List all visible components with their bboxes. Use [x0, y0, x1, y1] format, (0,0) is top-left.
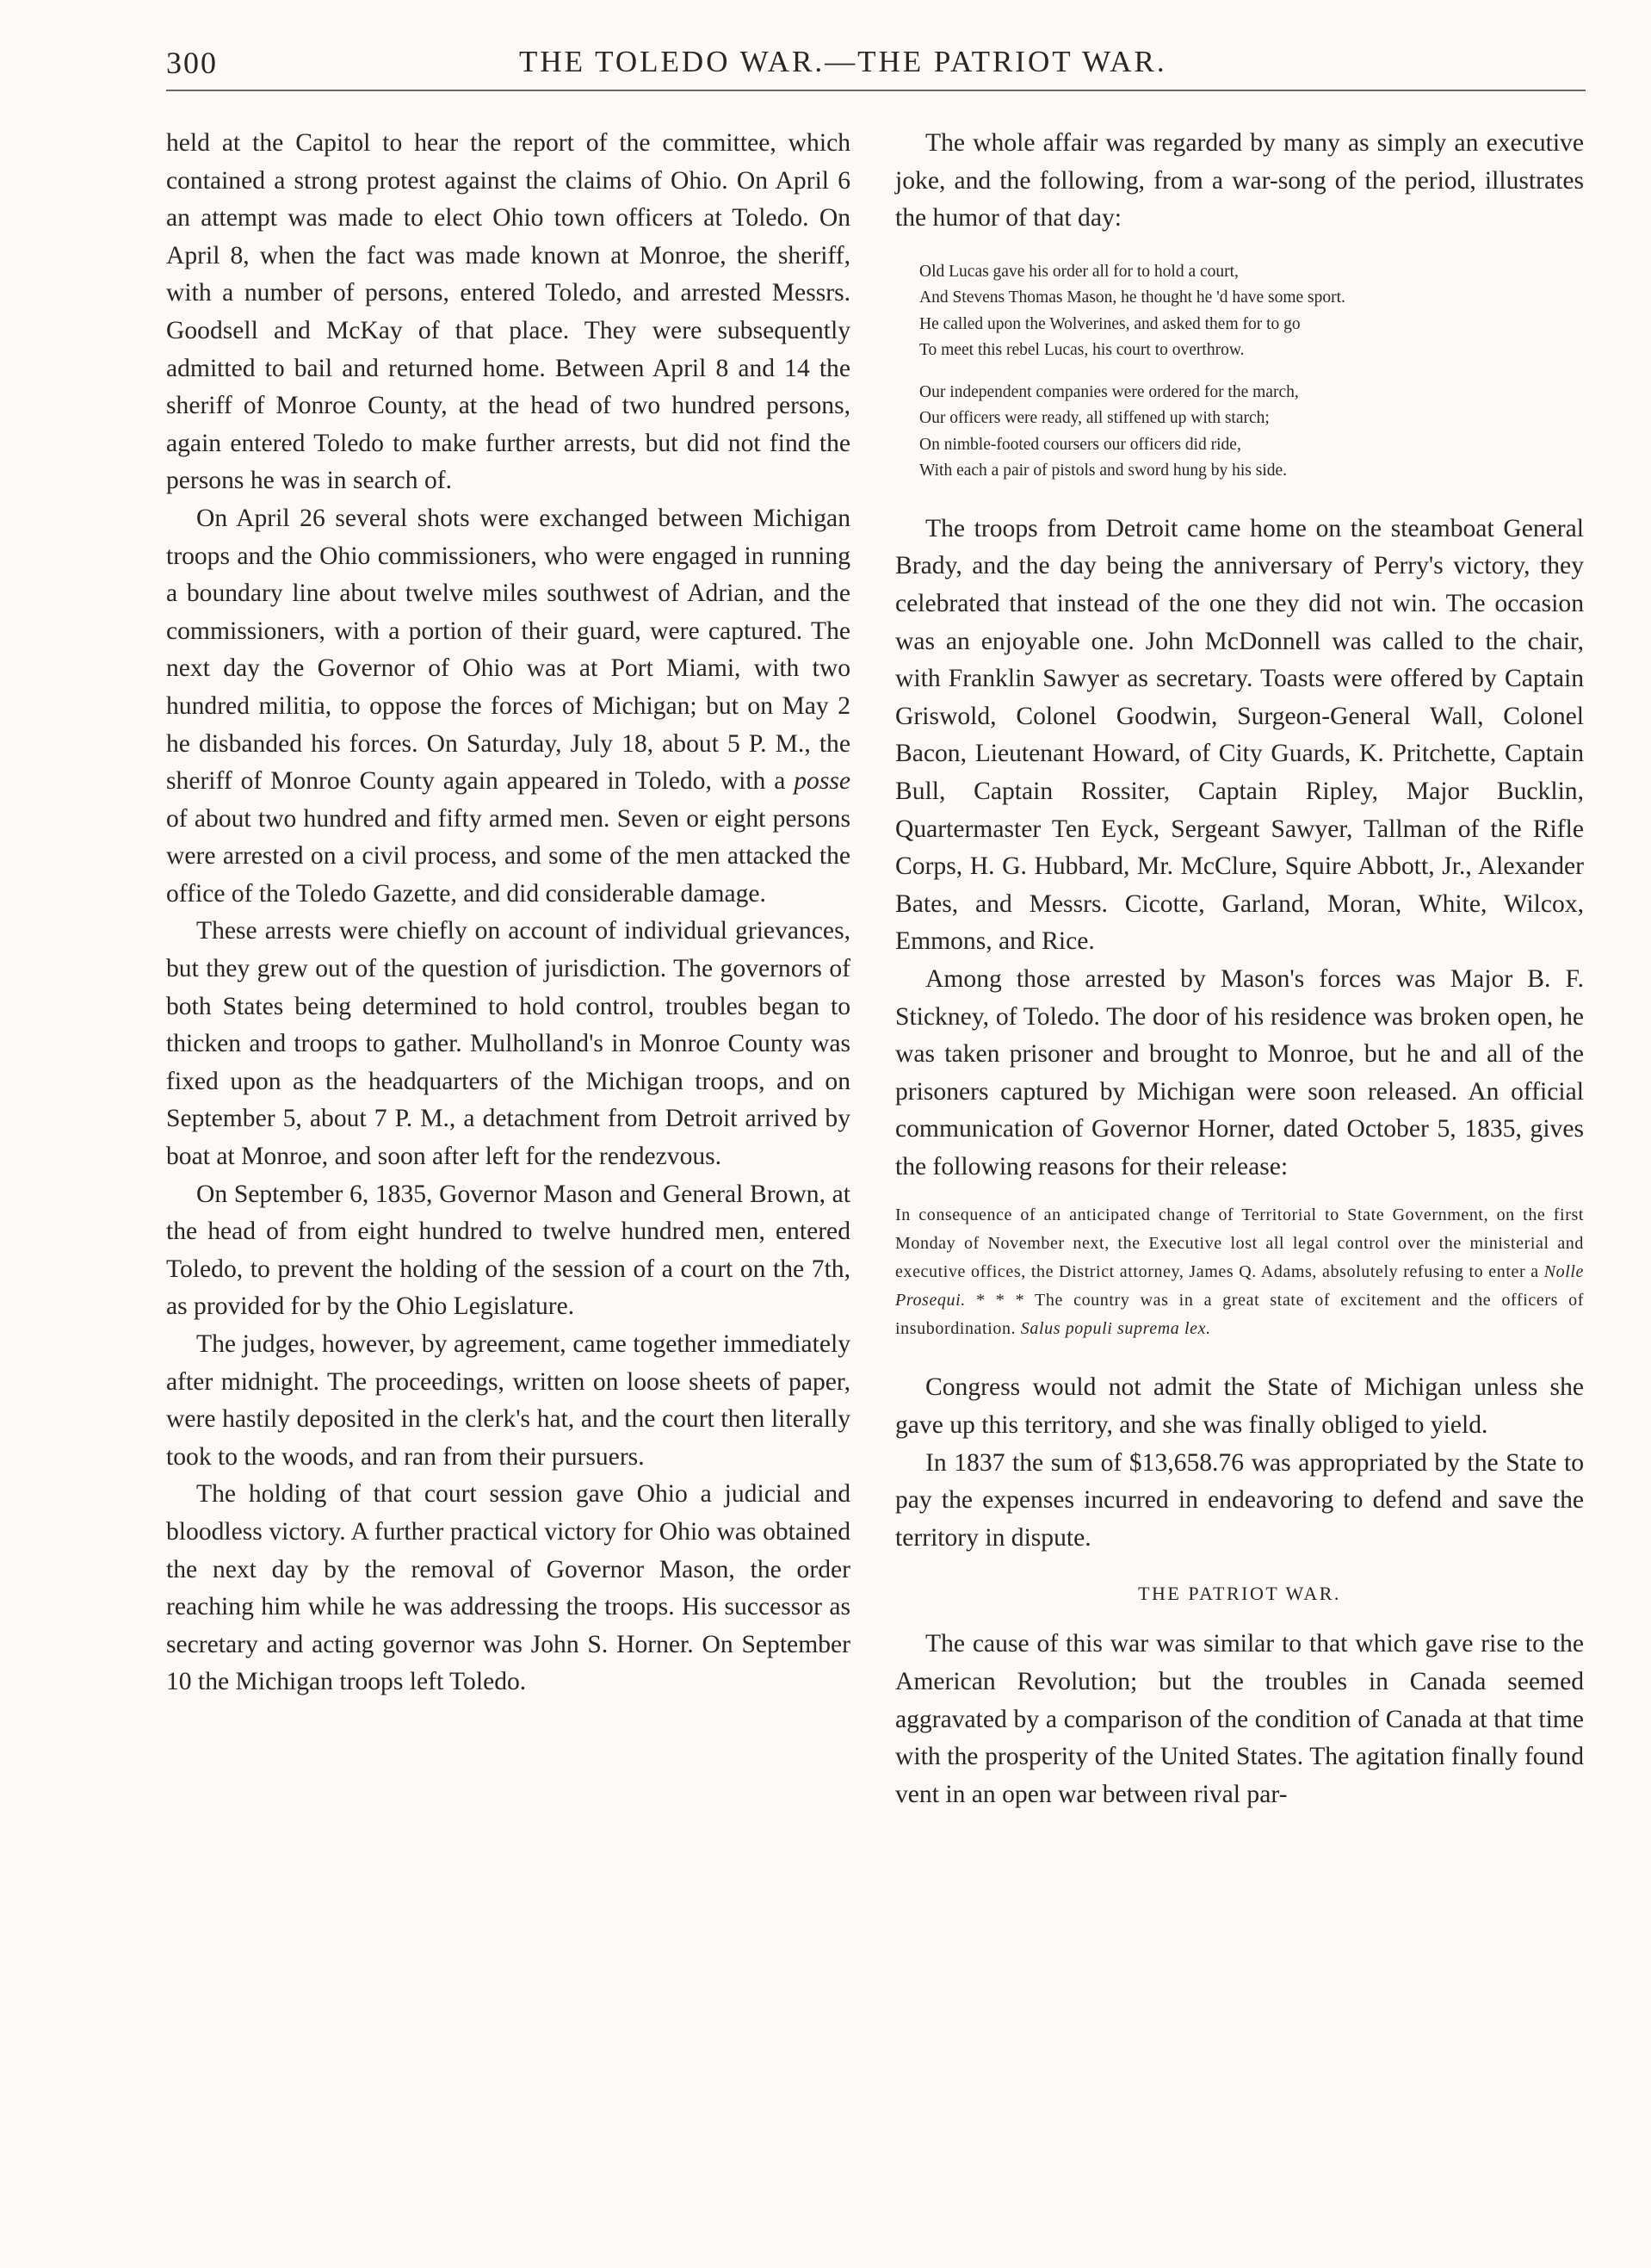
verse-stanza-1: [919, 259, 1584, 364]
verse-line: He called upon the Wolverines, and asked them for to go: [919, 314, 1301, 333]
running-head: THE TOLEDO WAR.—THE PATRIOT WAR.: [519, 45, 1167, 78]
verse-line: With each a pair of pistols and sword hung by his side.: [919, 462, 1288, 480]
paragraph-patriot-war: The cause of this war was similar to that which gave rise to the American Revolution; but the troubles in Canada seemed aggravated by a comparison of the condition of Canada at that time with the prosperity of the United States. The agitation finally found vent in an open war between rival par-: [895, 1630, 1584, 1808]
page-header: [166, 45, 1586, 83]
quote-italic-nolle-prosequi: Nolle Prosequi.: [895, 1262, 1584, 1311]
header-rule: [166, 90, 1586, 91]
paragraph-april-26-text: On April 26 several shots were exchanged between Michigan troops and the Ohio commissioners, who were engaged in running a boundary line about twelve miles southwest of Adrian, and the commissioners, with a portion of their guard, were captured. The next day the Governor of Ohio was at Port Miami, with two hundred militia, to oppose the forces of Michigan; but on May 2 he disbanded his forces. On Saturday, July 18, about 5 P. M., the sheriff of Monroe County again appeared in Toledo, with a: [166, 504, 850, 796]
paragraph-capitol: held at the Capitol to hear the report of the committee, which contained a strong protest against the claims of Ohio. On April 6 an attempt was made to elect Ohio town officers at Toledo. On April 8, when the fact was made known at Monroe, the sheriff, with a number of persons, entered Toledo, and arrested Messrs. Goodsell and McKay of that place. They were subsequently admitted to bail and returned home. Between April 8 and 14 the sheriff of Monroe County, at the head of two hundred persons, again entered Toledo to make further arrests, but did not find the persons he was in search of.: [166, 129, 850, 495]
verse-stanza-2: [919, 380, 1584, 485]
verse-line: And Stevens Thomas Mason, he thought he 'd have some sport.: [919, 288, 1345, 307]
paragraph-court-session: The holding of that court session gave Ohio a judicial and bloodless victory. A further practical victory for Ohio was obtained the next day by the removal of Governor Mason, the order reaching him while he was addressing the troops. His successor as secretary and acting governor was John S. Horner. On September 10 the Michigan troops left Toledo.: [166, 1480, 850, 1696]
verse-line: Our independent companies were ordered for the march,: [919, 382, 1299, 401]
paragraph-april-26: [166, 500, 850, 914]
paragraph-executive-joke: The whole affair was regarded by many as simply an executive joke, and the following, from a war-song of the period, illustrates the humor of that day:: [895, 129, 1584, 232]
italic-posse: posse: [794, 767, 851, 796]
war-song-verse: [919, 259, 1584, 485]
paragraph-september-6: On September 6, 1835, Governor Mason and General Brown, at the head of from eight hundred to twelve hundred men, entered Toledo, to prevent the holding of the session of a court on the 7th, as provided for by the Ohio Legislature.: [166, 1180, 850, 1321]
quote-text-1: In consequence of an anticipated change of Territorial to State Government, on the first Monday of November next, the Executive lost all legal control over the ministerial and executive offices, the District attorney, James Q. Adams, absolutely refusing to enter a: [895, 1205, 1584, 1282]
section-heading-patriot-war: THE PATRIOT WAR.: [1138, 1583, 1341, 1605]
paragraph-judges: The judges, however, by agreement, came together immediately after midnight. The proceedings, written on loose sheets of paper, were hastily deposited in the clerk's hat, and the court then literally took to the woods, and ran from their pursuers.: [166, 1330, 850, 1471]
verse-line: On nimble-footed coursers our officers did ride,: [919, 435, 1241, 454]
quote-italic-salus: Salus populi suprema lex.: [1020, 1319, 1211, 1339]
paragraph-1837: In 1837 the sum of $13,658.76 was appropriated by the State to pay the expenses incurred in endeavoring to defend and save the territory in dispute.: [895, 1448, 1584, 1552]
verse-line: Our officers were ready, all stiffened up with starch;: [919, 409, 1270, 428]
quote-text-2: * * * The country was in a great state of excitement and the officers of insubordination.: [895, 1291, 1584, 1339]
paragraph-april-26-end: of about two hundred and fifty armed men. Seven or eight persons were arrested on a civil process, and some of the men attacked the office of the Toledo Gazette, and did considerable damage.: [166, 804, 850, 908]
page-number: 300: [166, 46, 218, 80]
paragraph-among-arrested: Among those arrested by Mason's forces was Major B. F. Stickney, of Toledo. The door of his residence was broken open, he was taken prisoner and brought to Monroe, but he and all of the prisoners captured by Michigan were soon released. An official communication of Governor Horner, dated October 5, 1835, gives the following reasons for their release:: [895, 964, 1584, 1180]
right-column: [895, 125, 1584, 1813]
paragraph-congress: Congress would not admit the State of Michigan unless she gave up this territory, and she was finally obliged to yield.: [895, 1373, 1584, 1440]
paragraph-arrests: These arrests were chiefly on account of individual grievances, but they grew out of the question of jurisdiction. The governors of both States being determined to hold control, troubles began to thicken and troops to gather. Mulholland's in Monroe County was fixed upon as the headquarters of the Michigan troops, and on September 5, about 7 P. M., a detachment from Detroit arrived by boat at Monroe, and soon after left for the rendezvous.: [166, 917, 850, 1171]
left-column: [166, 125, 850, 1701]
horner-communication-quote: [895, 1201, 1584, 1343]
verse-line: To meet this rebel Lucas, his court to overthrow.: [919, 341, 1245, 360]
verse-line: Old Lucas gave his order all for to hold a court,: [919, 262, 1239, 281]
paragraph-troops-detroit: The troops from Detroit came home on the steamboat General Brady, and the day being the anniversary of Perry's victory, they celebrated that instead of the one they did not win. The occasion was an enjoyable one. John McDonnell was called to the chair, with Franklin Sawyer as secretary. Toasts were offered by Captain Griswold, Colonel Goodwin, Surgeon-General Wall, Colonel Bacon, Lieutenant Howard, of City Guards, K. Pritchette, Captain Bull, Captain Rossiter, Captain Ripley, Major Bucklin, Quartermaster Ten Eyck, Sergeant Sawyer, Tallman of the Rifle Corps, H. G. Hubbard, Mr. McClure, Squire Abbott, Jr., Alexander Bates, and Messrs. Cicotte, Garland, Moran, White, Wilcox, Emmons, and Rice.: [895, 514, 1584, 956]
